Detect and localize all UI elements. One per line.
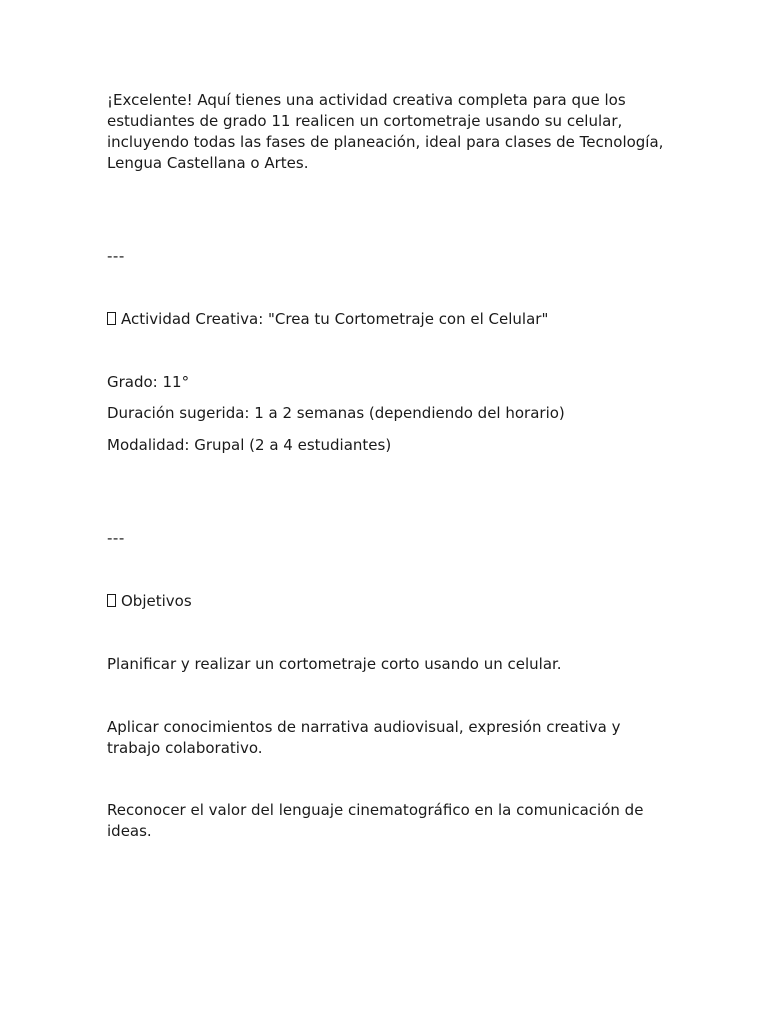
missing-glyph-icon — [107, 312, 116, 325]
intro-paragraph: ¡Excelente! Aquí tienes una actividad creativa completa para que los estudiantes de grado 11 realicen un cortometraje usando su celular, incluyendo todas las fases de planeación, ideal para clases de Tecnología, Lengua Castellana o Artes. — [107, 91, 664, 172]
separator: --- — [107, 529, 125, 547]
objective-item: Aplicar conocimientos de narrativa audiovisual, expresión creativa y trabajo colaborativo. — [107, 718, 621, 757]
objective-item: Planificar y realizar un cortometraje corto usando un celular. — [107, 655, 562, 673]
separator: --- — [107, 247, 125, 265]
objectives-heading — [107, 591, 667, 612]
duracion-line: Duración sugerida: 1 a 2 semanas (dependiendo del horario) — [107, 404, 565, 422]
activity-title-text: Actividad Creativa: "Crea tu Cortometraje con el Celular" — [121, 310, 549, 328]
missing-glyph-icon — [107, 594, 116, 607]
activity-title — [107, 309, 667, 330]
objectives-heading-text: Objetivos — [121, 592, 192, 610]
document-body — [107, 90, 667, 842]
grado-line: Grado: 11° — [107, 373, 190, 391]
objective-item: Reconocer el valor del lenguaje cinematográfico en la comunicación de ideas. — [107, 801, 644, 840]
modalidad-line: Modalidad: Grupal (2 a 4 estudiantes) — [107, 436, 392, 454]
